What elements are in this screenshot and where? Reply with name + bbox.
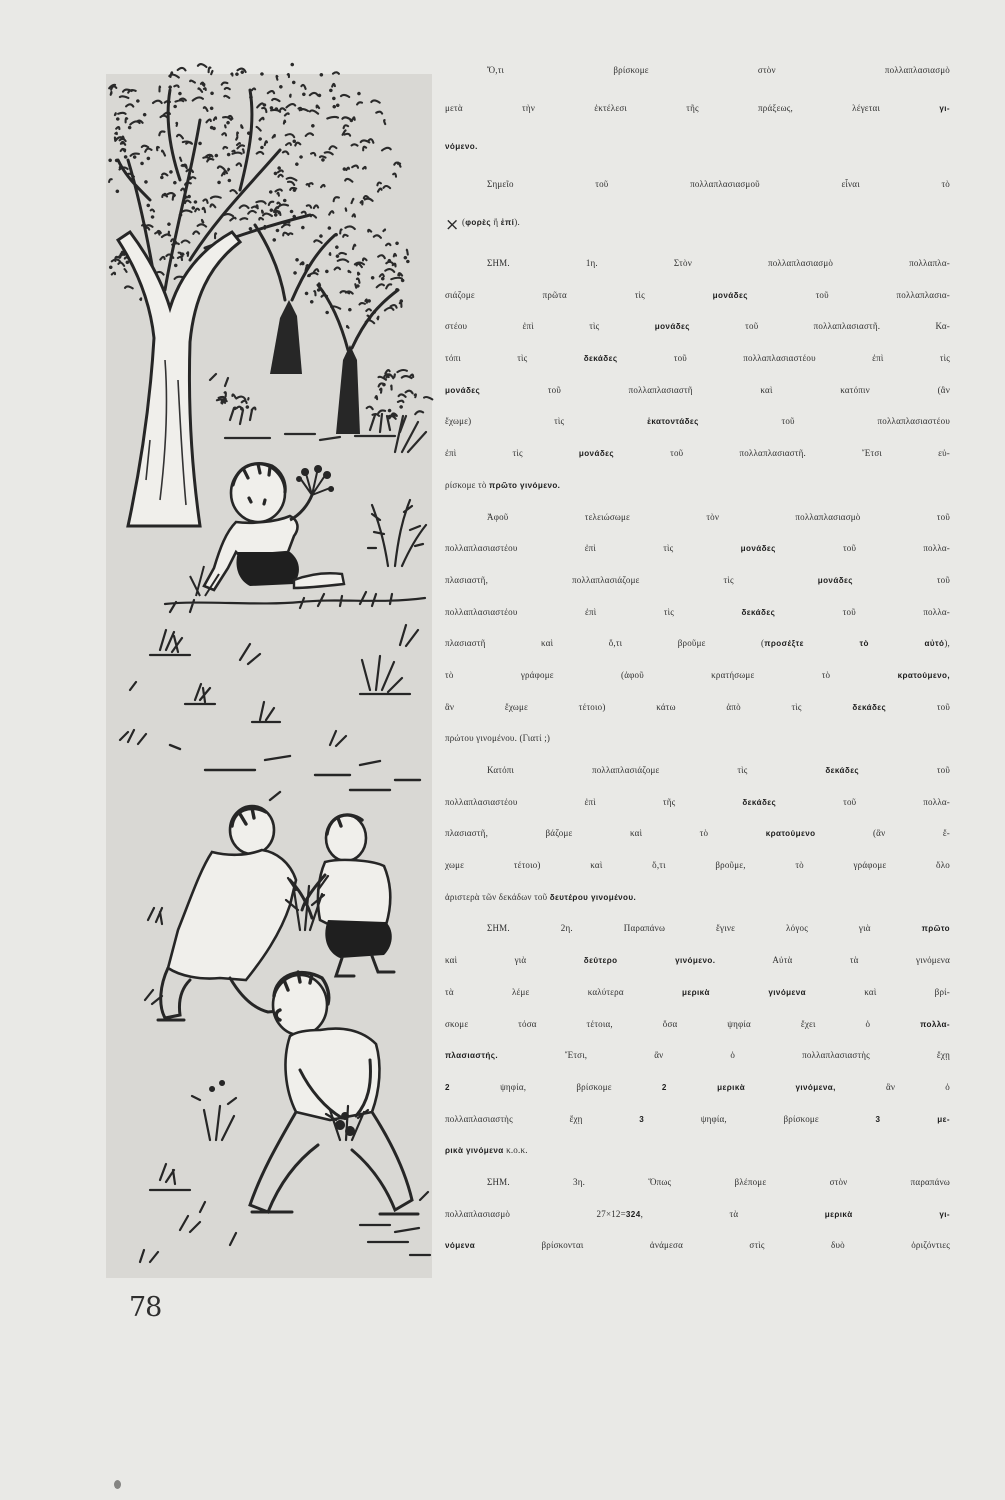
bold-term: νόμενα	[445, 1241, 476, 1251]
page-number: 78	[129, 1292, 162, 1323]
text-line	[445, 1009, 950, 1041]
text-run: τοῦ πολλα-	[775, 606, 950, 617]
text-line	[445, 51, 950, 89]
text-line	[445, 723, 950, 755]
text-run: ΣΗΜ. 3η. Ὅπως βλέπομε στὸν παραπάνω	[487, 1176, 950, 1187]
paragraph	[445, 165, 950, 241]
text-line	[445, 1167, 950, 1199]
text-line	[445, 89, 950, 127]
text-run: σιάζομε πρῶτα τὶς	[445, 289, 713, 300]
child-head-bottom	[273, 975, 327, 1035]
text-run: τοῦ πολλαπλασιαστῆ. Ἔτσι εὑ-	[614, 448, 950, 459]
bold-term: μονάδες	[654, 322, 690, 332]
text-run: ΣΗΜ. 2η. Παραπάνω ἔγινε λόγος γιὰ	[487, 923, 922, 934]
text-line	[445, 913, 950, 945]
text-run: πλασιαστῆ καὶ ὅ,τι βροῦμε (	[445, 638, 765, 649]
text-line	[445, 406, 950, 438]
child-shorts-bottom-right	[325, 920, 391, 958]
text-run: τὰ λέμε καλύτερα	[445, 986, 682, 997]
text-line	[445, 628, 950, 660]
text-run: τοῦ	[859, 765, 951, 775]
bold-term: 3	[639, 1114, 645, 1124]
text-run: ),	[944, 638, 950, 649]
text-run: ἂν ὁ	[835, 1081, 951, 1092]
text-line	[445, 343, 950, 375]
text-run: τοῦ πολλαπλασιαστῆ. Κα-	[689, 321, 950, 332]
text-line	[445, 755, 950, 787]
text-line	[445, 882, 950, 914]
text-run: Σημεῖο τοῦ πολλαπλασιασμοῦ εἶναι τὸ	[487, 179, 950, 189]
text-run: πλασιαστῆ, βάζομε καὶ τὸ	[445, 828, 766, 839]
text-line	[445, 850, 950, 882]
bold-term: ἐπί	[500, 218, 515, 227]
bold-term: πρῶτο γινόμενο.	[489, 480, 561, 490]
text-line	[445, 1072, 950, 1104]
bold-term: 3 με-	[875, 1114, 950, 1124]
text-run: ρίσκομε τὸ	[445, 479, 490, 490]
text-run: πολλαπλασιαστὴς ἔχῃ	[445, 1113, 640, 1124]
text-run: τοῦ πολλα-	[775, 543, 950, 554]
text-run: καὶ βρί-	[806, 986, 950, 997]
paragraph	[445, 1167, 950, 1262]
text-line	[445, 1135, 950, 1167]
text-line	[445, 1040, 950, 1072]
bold-term: πρῶτο	[921, 924, 950, 934]
text-run: ψηφία, βρίσκομε	[449, 1081, 662, 1092]
text-line	[445, 165, 950, 203]
text-line	[445, 787, 950, 819]
bold-term: πλασιαστής.	[445, 1051, 498, 1061]
text-run: (	[459, 217, 466, 227]
text-line	[445, 127, 950, 165]
text-run: πολλαπλασιαστέου ἐπὶ τῆς	[445, 796, 743, 807]
text-run: καὶ γιὰ	[445, 955, 584, 966]
text-line	[445, 1104, 950, 1136]
text-run: ἐπὶ τὶς	[445, 448, 579, 459]
bold-term: μονάδες	[712, 290, 748, 300]
text-line	[445, 597, 950, 629]
text-run: πρώτου γινομένου. (Γιατί ;)	[445, 733, 551, 744]
multiplication-sign: ×	[445, 215, 460, 235]
bold-term: 2 μερικὰ γινόμενα,	[661, 1082, 836, 1092]
bold-term: δεκάδες	[742, 797, 777, 807]
bold-term: φορὲς	[465, 218, 491, 227]
text-line	[445, 565, 950, 597]
illustration	[100, 50, 440, 1290]
text-run: ἂν ἔχωμε τέτοιο) κάτω ἀπὸ τὶς	[445, 701, 853, 712]
text-run: βρίσκονται ἀνάμεσα στὶς δυὸ ὁριζόντιες	[475, 1240, 950, 1251]
text-run: μετὰ τὴν ἐκτέλεσι τῆς πράξεως, λέγεται	[445, 103, 940, 113]
text-run: ἢ	[490, 217, 501, 227]
bold-term: δεκάδες	[583, 354, 618, 364]
text-run: κ.ο.κ.	[503, 1145, 528, 1156]
text-run: ἔχωμε) τὶς	[445, 416, 648, 427]
text-line	[445, 280, 950, 312]
paragraph	[445, 502, 950, 756]
child-shorts-middle	[237, 552, 299, 586]
text-run: τοῦ πολλαπλασιαστέου ἐπὶ τὶς	[617, 353, 950, 364]
text-run: Αὐτὰ τὰ γινόμενα	[715, 955, 950, 966]
text-line	[445, 375, 950, 407]
bold-term: μερικὰ γι-	[824, 1209, 950, 1219]
bold-term: πολλα-	[920, 1019, 950, 1029]
text-line	[445, 311, 950, 343]
child-shirt-bottom-right	[318, 860, 390, 930]
text-run: τοῦ πολλα-	[776, 796, 950, 807]
paragraph	[445, 248, 950, 502]
text-run: ΣΗΜ. 1η. Στὸν πολλαπλασιασμὸ πολλαπλα-	[487, 258, 950, 268]
text-run: ἀριστερὰ τῶν δεκάδων τοῦ	[445, 891, 550, 902]
text-column	[445, 51, 950, 1262]
text-line	[445, 945, 950, 977]
text-run: Ἔτσι, ἂν ὁ πολλαπλασιαστὴς ἔχῃ	[498, 1050, 950, 1061]
bold-term: προσέξτε τὸ αὐτό	[764, 639, 945, 649]
text-run: τοῦ πολλαπλασιαστῆ καὶ κατόπιν (ἂν	[480, 384, 950, 395]
text-line	[445, 438, 950, 470]
bold-term: ἑκατοντάδες	[647, 417, 699, 427]
bold-term: δεκάδες	[825, 766, 860, 775]
text-line	[445, 533, 950, 565]
text-line	[445, 818, 950, 850]
bold-term: 324	[625, 1209, 641, 1219]
text-run: χωμε τέτοιο) καὶ ὅ,τι βροῦμε, τὸ γράφομε ὅλο	[445, 860, 950, 871]
text-run: τοῦ	[886, 701, 950, 712]
text-line	[445, 977, 950, 1009]
bold-term: δεκάδες	[852, 702, 887, 712]
paragraph	[445, 755, 950, 913]
bold-term: ρικὰ γινόμενα	[445, 1146, 504, 1156]
text-run: Κατόπι πολλαπλασιάζομε τὶς	[487, 765, 826, 775]
bold-term: κρατούμενο	[765, 829, 816, 839]
text-run: ψηφία, βρίσκομε	[644, 1113, 876, 1124]
bold-term: μονάδες	[817, 575, 853, 585]
text-run: στέου ἐπὶ τὶς	[445, 321, 655, 332]
bold-term: δευτέρου γινομένου.	[549, 892, 637, 902]
text-run: τὸ γράφομε (ἀφοῦ κρατήσωμε τὸ	[445, 669, 898, 680]
text-line	[445, 502, 950, 534]
text-run: (ἂν ἔ-	[815, 828, 950, 839]
bold-term: νόμενο.	[445, 142, 478, 151]
bold-term: δεύτερο γινόμενο.	[583, 956, 716, 966]
text-run: ).	[514, 217, 520, 227]
bold-term: μονάδες	[445, 385, 481, 395]
text-line	[445, 248, 950, 280]
text-line	[445, 203, 950, 241]
bold-term: δεκάδες	[741, 607, 776, 617]
text-run: πολλαπλασιασμὸ 27×12=	[445, 1208, 626, 1219]
bold-term: 2	[445, 1082, 450, 1092]
paragraph	[445, 913, 950, 1167]
bold-term: γι-	[939, 104, 950, 113]
text-run: τοῦ	[852, 574, 950, 585]
text-run: τοῦ πολλαπλασιαστέου	[698, 416, 951, 427]
text-line	[445, 1230, 950, 1262]
text-line	[445, 660, 950, 692]
child-shirt-bottom	[285, 1029, 379, 1120]
text-run: τόπι τὶς	[445, 353, 584, 364]
bold-term: μερικὰ γινόμενα	[682, 987, 807, 997]
text-run: , τὰ	[640, 1208, 825, 1219]
bold-term: μονάδες	[578, 449, 614, 459]
text-line	[445, 692, 950, 724]
illustration-background	[106, 74, 432, 1278]
text-line	[445, 470, 950, 502]
text-run: πολλαπλασιαστέου ἐπὶ τὶς	[445, 606, 742, 617]
bold-term: μονάδες	[740, 544, 776, 554]
text-run: τοῦ πολλαπλασια-	[747, 289, 950, 300]
paragraph	[445, 51, 950, 165]
text-run: πολλαπλασιαστέου ἐπὶ τὶς	[445, 543, 741, 554]
text-run: σκομε τόσα τέτοια, ὅσα ψηφία ἔχει ὁ	[445, 1018, 921, 1029]
text-run: Ὅ,τι βρίσκομε στὸν πολλαπλασιασμὸ	[487, 65, 950, 75]
scan-speck	[114, 1480, 121, 1489]
text-run: πλασιαστῆ, πολλαπλασιάζομε τὶς	[445, 574, 818, 585]
text-line	[445, 1199, 950, 1231]
text-run: Ἀφοῦ τελειώσωμε τὸν πολλαπλασιασμὸ τοῦ	[487, 511, 950, 522]
bold-term: κρατούμενο,	[897, 670, 950, 680]
